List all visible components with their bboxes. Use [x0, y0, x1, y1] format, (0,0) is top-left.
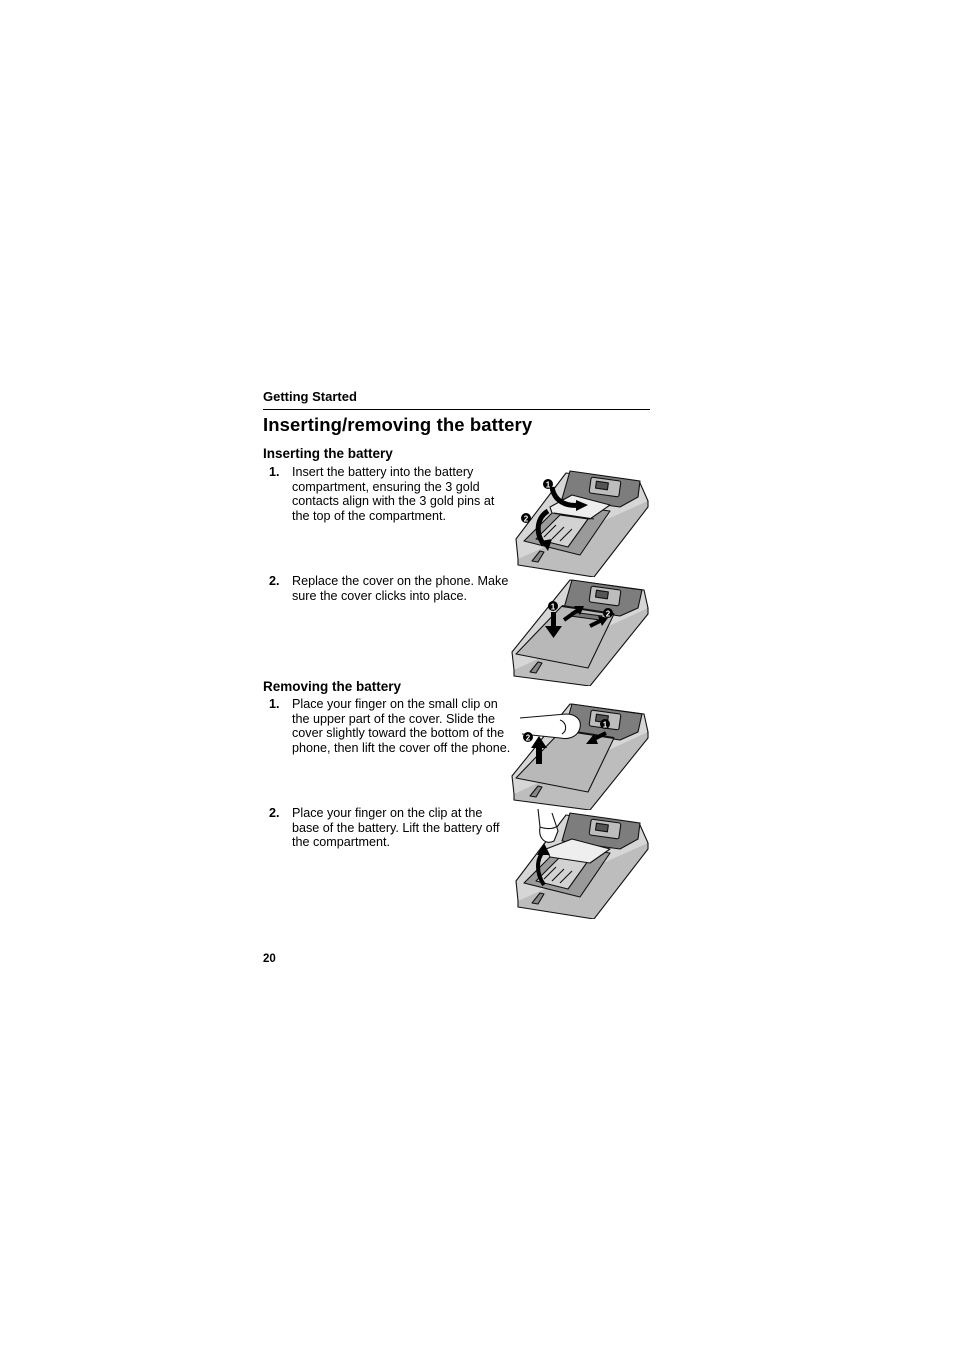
step-marker: 1 — [602, 720, 608, 730]
remove-step-1 — [263, 697, 513, 772]
step-number: 2. — [269, 806, 280, 820]
phone-cover-remove-illustration — [510, 700, 650, 810]
phone-battery-insert-illustration — [510, 467, 650, 577]
step-marker: 1 — [550, 602, 556, 612]
page-number: 20 — [263, 953, 276, 965]
step-marker: 2 — [525, 733, 531, 743]
insert-step-2 — [263, 574, 513, 606]
step-text: Place your finger on the small clip on the upper part of the cover. Slide the cover slightly toward the bottom of the phone, then lift the cover off the phone. — [292, 697, 511, 755]
step-text: Place your finger on the clip at the base of the battery. Lift the battery off the compartment. — [292, 806, 500, 850]
step-number: 1. — [269, 697, 280, 711]
step-marker: 2 — [605, 609, 611, 619]
remove-step-2 — [263, 806, 513, 851]
header-divider — [263, 409, 650, 410]
step-marker: 1 — [545, 480, 551, 490]
insert-step-1 — [263, 465, 513, 525]
inserting-heading: Inserting the battery — [263, 446, 393, 461]
step-number: 1. — [269, 465, 280, 479]
page-title: Inserting/removing the battery — [263, 414, 533, 435]
section-header: Getting Started — [263, 389, 357, 404]
phone-battery-remove-illustration — [510, 809, 650, 919]
step-text: Replace the cover on the phone. Make sure the cover clicks into place. — [292, 574, 509, 603]
step-number: 2. — [269, 574, 280, 588]
step-text: Insert the battery into the battery compartment, ensuring the 3 gold contacts align with the 3 gold pins at the top of the compartment. — [292, 465, 495, 523]
phone-cover-replace-illustration — [510, 576, 650, 686]
removing-heading: Removing the battery — [263, 679, 402, 694]
step-marker: 2 — [523, 514, 529, 524]
